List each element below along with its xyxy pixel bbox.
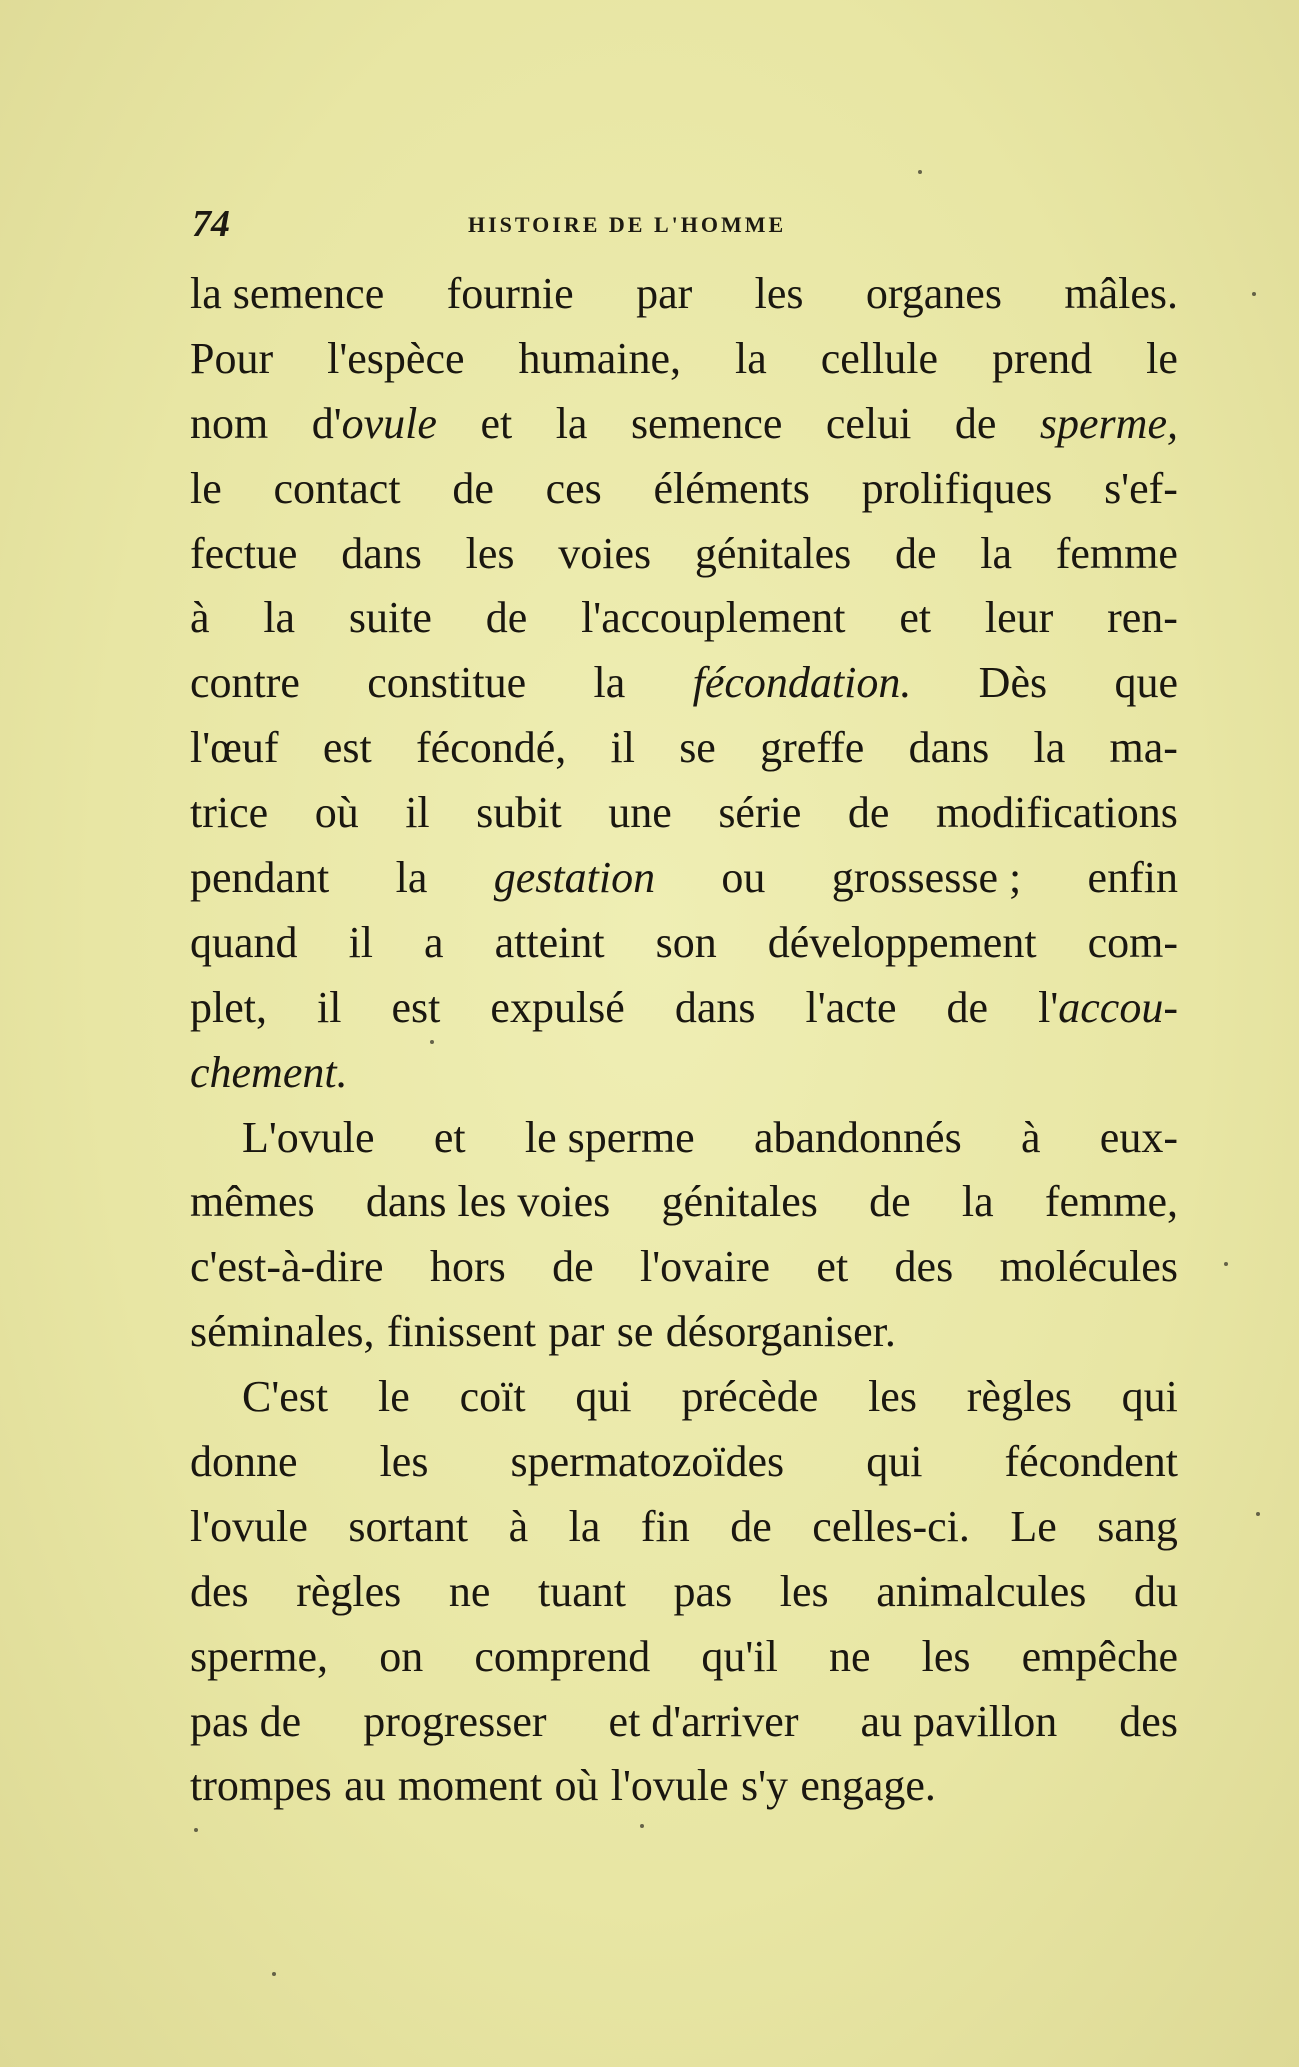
word: les [921,1631,971,1681]
print-speck [272,1972,276,1976]
word: les [465,528,515,578]
word: se [679,723,716,773]
text-line [190,586,1178,651]
word: plet, [190,982,267,1032]
word: et [899,593,932,643]
word: c'est-à-dire [190,1242,384,1292]
text-line [190,781,1178,846]
word: l'espèce [327,333,465,383]
word: la [555,398,588,448]
word: de [452,463,494,513]
word: éléments [653,463,810,513]
word: il [405,788,430,838]
body-text [190,262,1178,1819]
word: une [608,788,672,838]
word: les [379,1437,429,1487]
word: animalcules [876,1566,1087,1616]
word [1038,976,1178,1041]
word: le sperme [524,1112,695,1162]
word: pas de [190,1696,302,1746]
word: prend [992,333,1093,383]
word: de [847,788,890,838]
word: celles-ci. [812,1501,970,1551]
word: où [314,788,359,838]
text-line [190,1560,1178,1625]
word: fournie [446,269,574,318]
word: génitales [661,1177,818,1227]
word: nom [190,398,269,448]
word: il [317,982,342,1032]
word-roman-part: d' [311,398,342,448]
word: règles [296,1566,402,1616]
word: au pavillon [860,1696,1058,1746]
print-speck [640,1824,644,1828]
word: se [616,1307,654,1357]
word: la [980,528,1012,578]
text-line [190,1170,1178,1235]
word: com- [1087,917,1178,967]
word: à [508,1501,529,1551]
word: de [485,593,528,643]
word: eux- [1099,1112,1178,1162]
word: génitales [694,528,852,578]
text-line [190,651,1178,716]
word: contact [273,463,401,513]
page-number: 74 [192,203,230,245]
word: fécondé, [415,723,567,773]
word-italic-part: ovule [341,398,437,448]
word: Pour [190,333,274,383]
text-line [190,976,1178,1041]
word: mâles. [1064,269,1178,318]
word: greffe [760,723,865,773]
word: ren- [1107,593,1178,643]
word: l'ovaire [639,1242,771,1292]
word: trice [190,788,269,838]
word: femme, [1044,1177,1178,1227]
word: semence [630,398,783,448]
word: sang [1097,1501,1178,1551]
word-roman-part: l' [1038,982,1059,1032]
word: série [718,788,802,838]
word: L'ovule [242,1112,375,1162]
word: humaine, [518,333,682,383]
word: celui [825,398,912,448]
word: la [263,593,296,643]
text-line [190,911,1178,976]
word: des [1119,1696,1178,1746]
word: tuant [537,1566,626,1616]
word: ne [448,1566,491,1616]
word: dans [908,723,990,773]
running-head [192,202,892,246]
word: ou [721,853,766,903]
word: désorganiser. [665,1307,896,1357]
running-title: HISTOIRE DE L'HOMME [468,212,787,237]
text-line [190,457,1178,522]
word: a [424,917,444,967]
word: abandonnés [753,1112,962,1162]
word: il [610,723,635,773]
word: la [735,333,767,383]
word: les [754,269,804,318]
print-speck [1252,292,1256,296]
word: les [868,1372,917,1422]
print-speck [430,1040,434,1044]
word: contre [190,658,300,708]
word: le [1146,333,1178,383]
word: développement [767,917,1037,967]
word: où [554,1761,599,1811]
word: est [322,723,372,773]
word: par [548,1307,605,1357]
word: dans [674,982,756,1032]
text-line [190,262,1178,327]
word: que [1114,658,1178,708]
word: et d'arriver [608,1696,799,1746]
word: Dès [978,658,1048,708]
word: le [377,1372,410,1422]
word: de [946,982,989,1032]
word: gestation [493,853,656,903]
text-line [190,1041,1178,1106]
text-line [190,1495,1178,1560]
word: fin [640,1501,690,1551]
word: la semence [190,269,385,318]
word: trompes [190,1761,332,1811]
text-line [190,716,1178,781]
word: leur [984,593,1054,643]
word: sortant [348,1501,469,1551]
word: coït [459,1372,526,1422]
word: et [480,398,513,448]
word: de [954,398,997,448]
word: prolifiques [861,463,1053,513]
word: atteint [494,917,605,967]
word: ces [545,463,602,513]
word: règles [966,1372,1072,1422]
text-line [190,327,1178,392]
word: molécules [999,1242,1178,1292]
word: moment [397,1761,543,1811]
print-speck [1224,1262,1228,1266]
word: femme [1055,528,1178,578]
word: est [391,982,441,1032]
word: fectue [190,528,298,578]
word: dans [341,528,422,578]
word: s'y [740,1761,789,1811]
word: ne [828,1631,871,1681]
word: des [190,1566,249,1616]
word: s'ef- [1104,463,1178,513]
word: enfin [1087,853,1178,903]
word: C'est [242,1372,329,1422]
word: précède [681,1372,819,1422]
word: fécondation. [692,658,912,708]
word: progresser [363,1696,547,1746]
text-line [190,392,1178,457]
text-line [190,1300,1178,1365]
word: finissent [386,1307,536,1357]
word: on [379,1631,424,1681]
word: à [1020,1112,1041,1162]
word: la [395,853,428,903]
word: Le [1010,1501,1057,1551]
word: les [779,1566,829,1616]
word: qu'il [701,1631,778,1681]
word: organes [865,269,1002,318]
word: dans les voies [365,1177,611,1227]
word: la [1033,723,1066,773]
word: empêche [1021,1631,1178,1681]
text-line [190,1690,1178,1755]
word: qui [575,1372,632,1422]
word: séminales, [190,1307,375,1357]
word: suite [348,593,432,643]
word: de [552,1242,594,1292]
word: du [1133,1566,1178,1616]
word: au [344,1761,386,1811]
word: le [190,463,222,513]
text-line [190,1235,1178,1300]
word: subit [476,788,562,838]
text-line [190,522,1178,587]
word: la [961,1177,994,1227]
word: fécondent [1004,1437,1178,1487]
word: l'accouplement [581,593,846,643]
word: donne [190,1437,298,1487]
word: voies [558,528,652,578]
word [312,392,437,457]
word: sperme, [1039,398,1178,448]
word: l'acte [805,982,897,1032]
word: qui [1121,1372,1178,1422]
word: spermatozoïdes [510,1437,785,1487]
word: engage. [800,1761,936,1811]
word: par [636,269,693,318]
word: constitue [367,658,527,708]
word: et [816,1242,849,1292]
word: cellule [820,333,939,383]
word: ma- [1109,723,1178,773]
word: la [593,658,626,708]
word: quand [190,917,298,967]
word: des [894,1242,954,1292]
word: pendant [190,853,330,903]
word: mêmes [190,1177,315,1227]
text-line [190,1625,1178,1690]
word: grossesse ; [831,853,1022,903]
word: l'œuf [190,723,279,773]
word: qui [866,1437,923,1487]
word: la [568,1501,601,1551]
word: pas [673,1566,733,1616]
print-speck [918,170,922,174]
text-line [190,1754,1178,1819]
word: de [730,1501,772,1551]
text-line [190,846,1178,911]
word: l'ovule [190,1501,308,1551]
print-speck [1256,1512,1260,1516]
print-speck [194,1828,198,1832]
word: hors [429,1242,506,1292]
word: il [348,917,374,967]
word: et [433,1112,466,1162]
word: sperme, [190,1631,329,1681]
text-line [190,1430,1178,1495]
text-line [190,1365,1178,1430]
text-line [190,1106,1178,1171]
word: l'ovule [610,1761,729,1811]
word: de [869,1177,911,1227]
word: comprend [474,1631,651,1681]
word: modifications [935,788,1178,838]
word: chement. [190,1047,348,1097]
word: à [190,593,210,643]
word: expulsé [490,982,625,1032]
word: son [655,917,717,967]
word: de [894,528,937,578]
word-italic-part: accou- [1058,982,1178,1032]
